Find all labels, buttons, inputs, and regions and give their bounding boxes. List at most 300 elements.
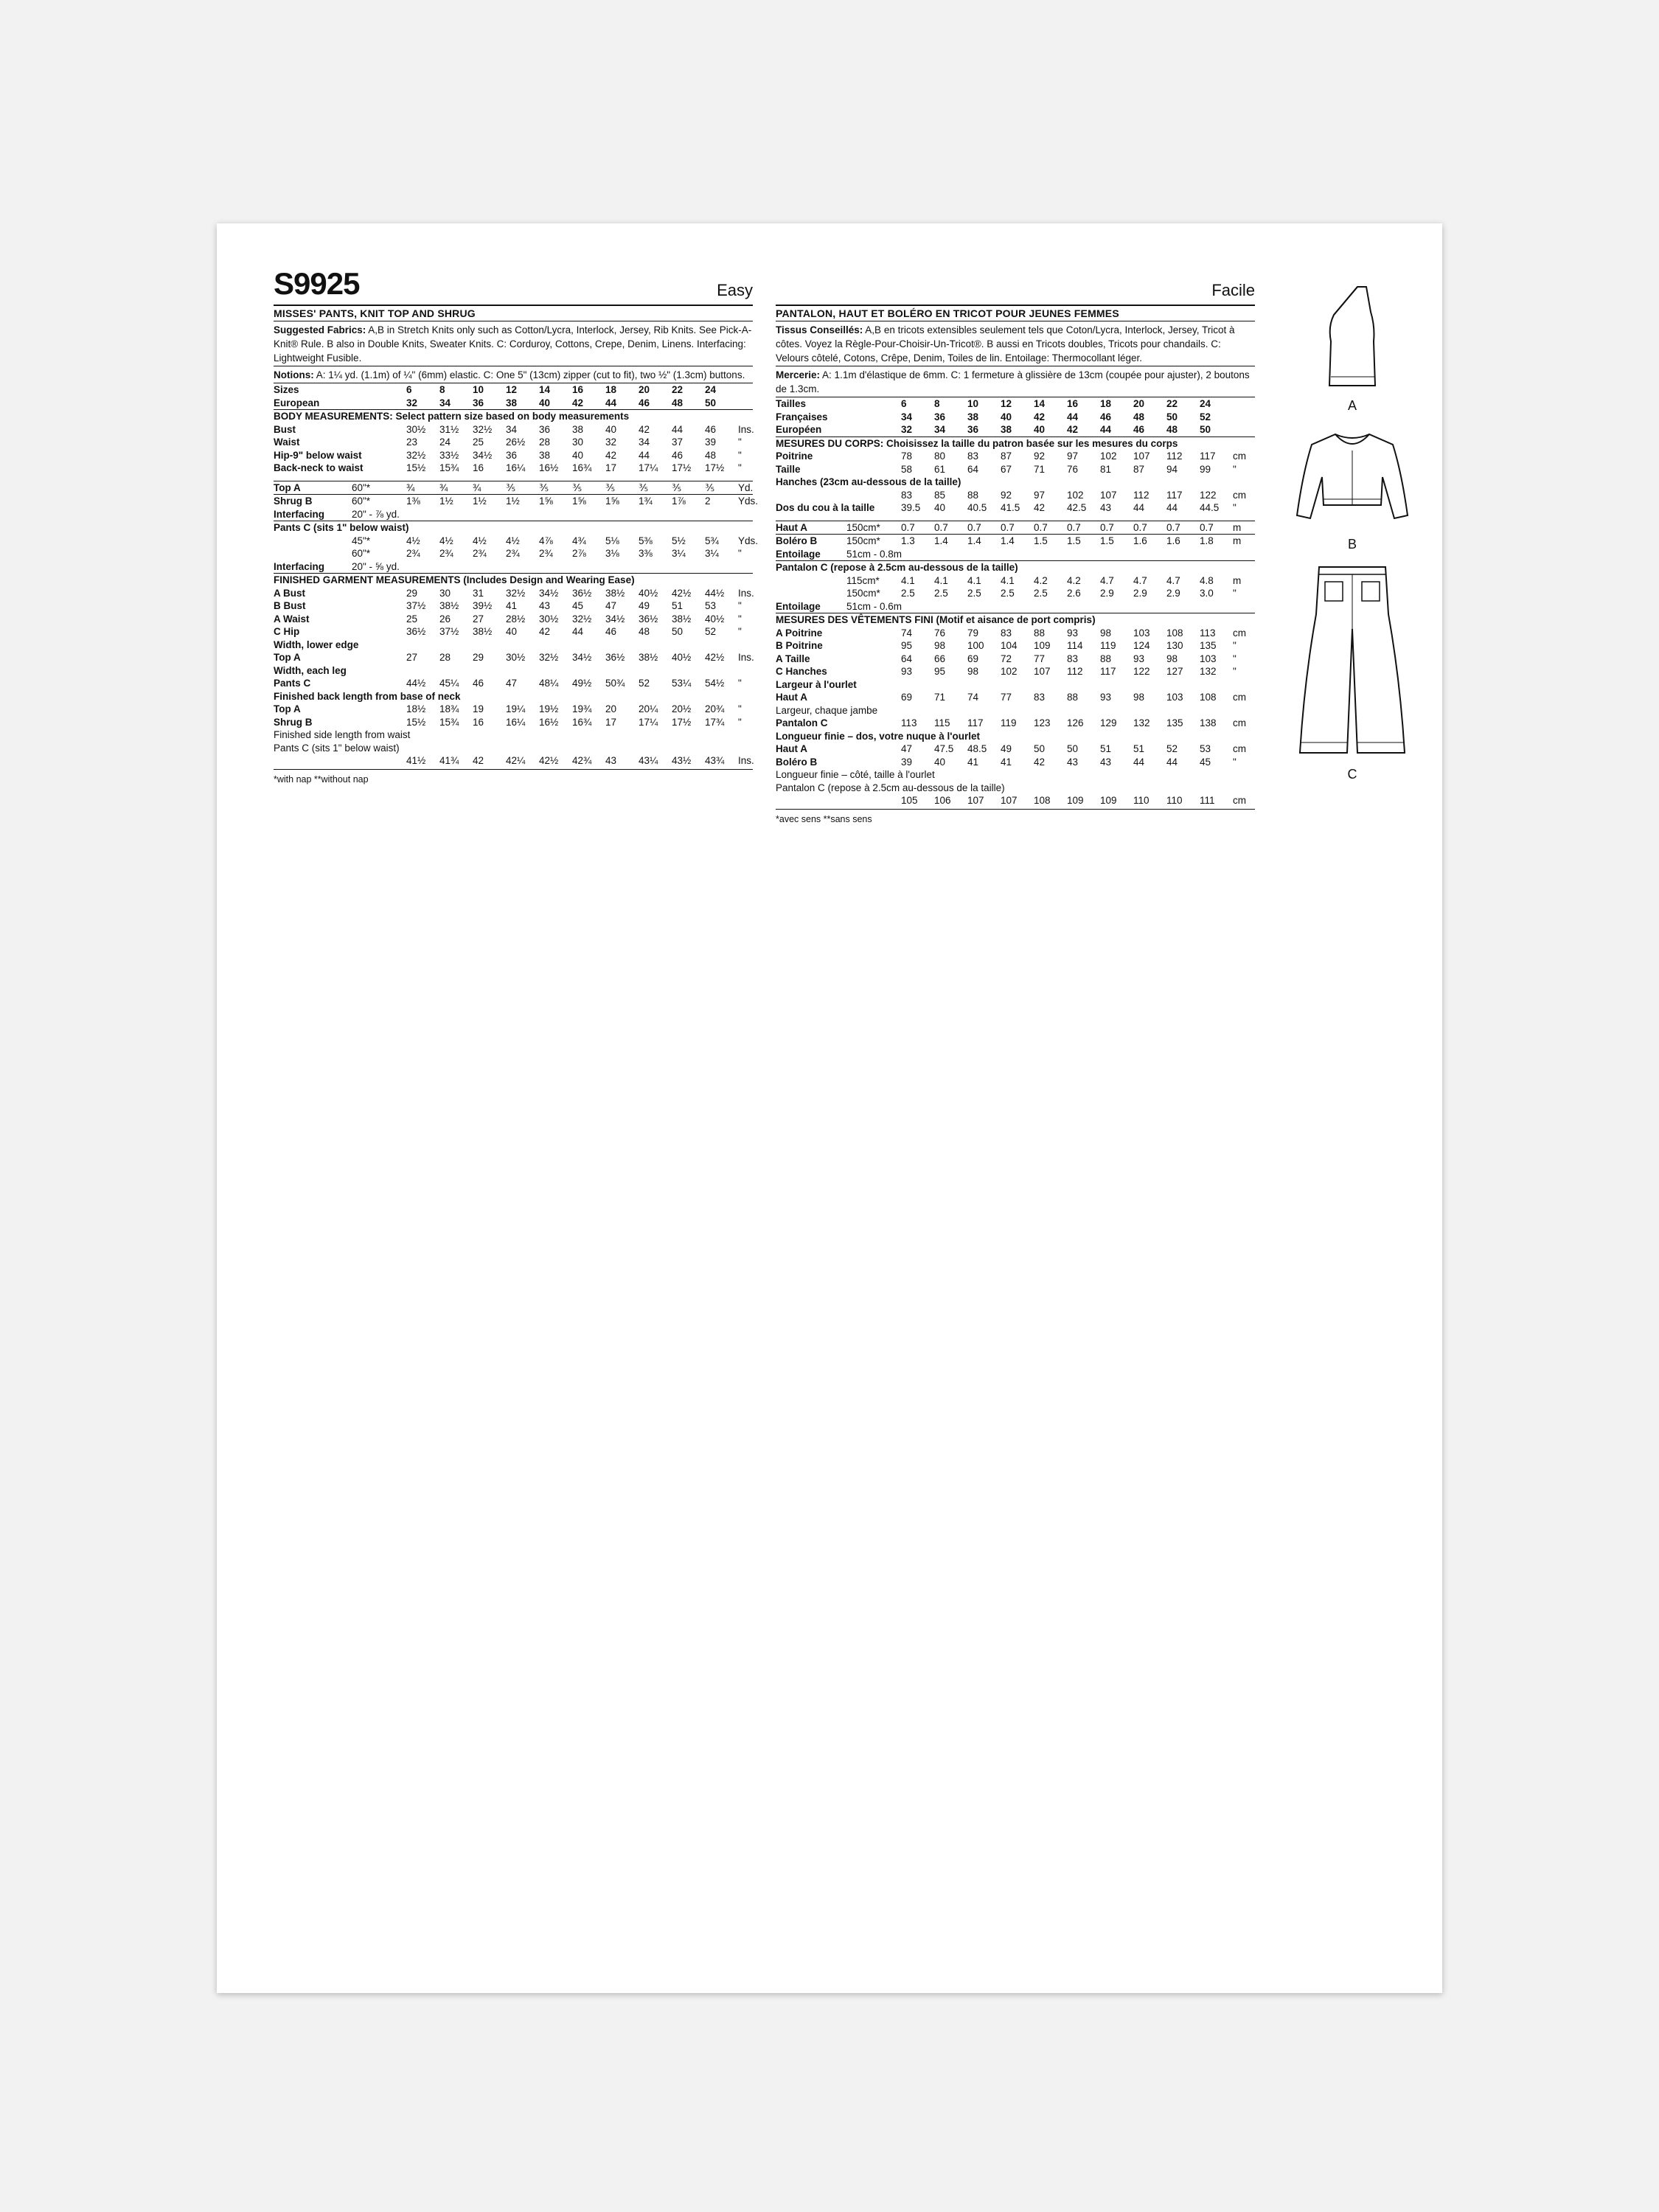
table-cell: 110 — [1133, 795, 1150, 806]
table-cell: 103 — [1166, 692, 1183, 703]
table-cell — [1233, 423, 1255, 437]
finished-measurement-subheader — [274, 728, 753, 742]
table-cell: Pantalon C (repose à 2.5cm au-dessous de la taille) — [776, 782, 1005, 793]
table-cell: 27 — [406, 652, 418, 663]
table-cell: 16½ — [539, 462, 559, 473]
finished-measurement-subheader — [776, 678, 1255, 692]
table-cell: 40 — [539, 397, 551, 408]
table-cell: 88 — [1100, 653, 1112, 664]
table-cell — [738, 383, 753, 397]
table-cell: 48 — [672, 397, 684, 408]
table-cell: 42 — [1034, 411, 1046, 422]
table-cell: Dos du cou à la taille — [776, 502, 875, 513]
finished-measurement-row — [274, 703, 753, 716]
table-cell: Shrug B — [274, 495, 352, 508]
table-cell: 124 — [1133, 640, 1150, 651]
sizes-row — [776, 411, 1255, 424]
table-cell: ⅗ — [672, 481, 705, 495]
table-cell: 46 — [705, 423, 717, 435]
table-cell: 34½ — [605, 613, 625, 625]
table-cell: 4⅞ — [539, 535, 553, 546]
table-cell: 52 — [639, 678, 650, 689]
table-cell: 115 — [934, 717, 950, 728]
table-cell: 51cm - 0.8m — [846, 548, 902, 560]
table-cell: 32½ — [539, 652, 559, 663]
figure-b-label: B — [1347, 537, 1357, 552]
table-cell: 0.7 — [934, 521, 967, 535]
pants-yardage-row — [274, 547, 753, 560]
table-cell: 43 — [539, 600, 551, 611]
table-cell: 4.1 — [967, 574, 981, 586]
table-cell: 40 — [572, 449, 584, 461]
table-cell: 93 — [1100, 692, 1112, 703]
table-cell: 107 — [1034, 666, 1051, 677]
table-cell: 74 — [901, 627, 913, 639]
table-cell: 44 — [672, 423, 684, 435]
finished-measurement-subheader — [776, 730, 1255, 743]
table-cell: 1½ — [473, 495, 506, 508]
table-cell: Width, lower edge — [274, 639, 359, 650]
table-cell: 46 — [672, 449, 684, 461]
table-cell: 16½ — [539, 716, 559, 728]
table-cell: 4½ — [473, 535, 487, 546]
table-cell: 4.2 — [1067, 574, 1081, 586]
table-cell: 119 — [1001, 717, 1017, 728]
table-cell — [738, 397, 753, 410]
table-cell: Ins. — [738, 423, 754, 435]
table-cell: 18½ — [406, 703, 426, 714]
table-cell: 122 — [1200, 489, 1217, 501]
table-cell: 135 — [1200, 640, 1217, 651]
table-cell: 17 — [605, 462, 617, 473]
table-cell: cm — [1233, 489, 1246, 501]
table-cell: 37 — [672, 437, 684, 448]
suggested-fabrics-fr — [776, 321, 1255, 366]
table-cell: 113 — [901, 717, 917, 728]
table-cell: Françaises — [776, 411, 828, 422]
table-cell: 43½ — [672, 755, 692, 766]
table-cell: Width, each leg — [274, 664, 347, 676]
table-cell: 34 — [934, 424, 946, 435]
table-cell: 44½ — [705, 587, 725, 599]
table-cell: 15½ — [406, 462, 426, 473]
table-cell: 60"* — [352, 548, 371, 559]
table-cell: 30 — [572, 437, 584, 448]
table-cell: 29 — [473, 652, 484, 663]
table-cell: 0.7 — [1100, 521, 1133, 535]
table-cell: 41 — [967, 756, 979, 768]
suggested-fabrics — [274, 321, 753, 366]
table-cell: 40 — [1001, 411, 1012, 422]
table-cell: 0.7 — [901, 521, 934, 535]
table-cell: 0.7 — [1034, 521, 1067, 535]
table-cell: 34½ — [572, 652, 592, 663]
table-cell: 32½ — [572, 613, 592, 625]
table-cell: 45¼ — [439, 678, 459, 689]
table-cell: 64 — [901, 653, 913, 664]
table-cell: 42 — [639, 423, 650, 435]
fabrics-label-fr: Tissus Conseillés: — [776, 324, 863, 335]
table-cell: 85 — [934, 489, 946, 501]
table-cell: Hip-9" below waist — [274, 449, 362, 461]
table-cell: 48 — [639, 626, 650, 637]
table-cell: 69 — [967, 653, 979, 664]
table-cell: " — [1233, 756, 1237, 768]
table-cell: 48 — [1133, 411, 1145, 422]
table-cell: 5⅛ — [605, 535, 619, 546]
table-cell: 18¾ — [439, 703, 459, 714]
table-cell: 111 — [1200, 795, 1215, 806]
table-cell: 24 — [705, 384, 717, 395]
finished-measurements-header — [776, 613, 1255, 627]
table-cell: 77 — [1001, 692, 1012, 703]
finished-measurement-subheader — [274, 664, 753, 678]
finished-measurement-row — [274, 613, 753, 626]
table-cell: 22 — [672, 384, 684, 395]
table-cell: 138 — [1200, 717, 1217, 728]
pants-yardage-row — [274, 560, 753, 574]
table-cell: 53 — [1200, 743, 1211, 754]
table-cell: 130 — [1166, 640, 1183, 651]
table-cell: 6 — [901, 398, 907, 409]
table-cell: 40 — [934, 756, 946, 768]
table-cell: 16¼ — [506, 716, 526, 728]
table-cell: ¾ — [439, 481, 473, 495]
french-size-table — [776, 397, 1255, 807]
table-cell: 42 — [1034, 756, 1046, 768]
table-cell: 12 — [506, 384, 518, 395]
table-cell: 102 — [1067, 489, 1084, 501]
finished-measurement-row — [776, 639, 1255, 653]
table-cell: 93 — [1067, 627, 1079, 639]
table-cell: 28 — [439, 652, 451, 663]
table-cell: 103 — [1133, 627, 1150, 639]
table-cell: 19¼ — [506, 703, 526, 714]
table-cell: 20 — [1133, 398, 1145, 409]
yardage-row — [274, 481, 753, 495]
table-cell: 27 — [473, 613, 484, 625]
table-cell: 126 — [1067, 717, 1084, 728]
table-cell: 76 — [1067, 463, 1079, 475]
table-cell: Haut A — [776, 521, 846, 535]
table-cell: B Poitrine — [776, 640, 823, 651]
table-cell: 44½ — [406, 678, 426, 689]
table-cell: 36½ — [406, 626, 426, 637]
table-cell: 2⅞ — [572, 548, 586, 559]
table-cell: 42 — [1034, 502, 1046, 513]
table-cell: 36½ — [572, 587, 592, 599]
table-cell: 47 — [901, 743, 913, 754]
table-cell: 41.5 — [1001, 502, 1020, 513]
table-cell: 32½ — [406, 449, 426, 461]
table-cell: 1.5 — [1100, 535, 1133, 548]
table-cell: Back-neck to waist — [274, 462, 364, 473]
table-cell: 117 — [967, 717, 984, 728]
table-cell: 8 — [934, 398, 940, 409]
table-cell: 52 — [705, 626, 717, 637]
table-cell: 4½ — [439, 535, 453, 546]
body-measurement-row — [776, 463, 1255, 476]
table-cell: Haut A — [776, 692, 807, 703]
table-cell: 87 — [1001, 451, 1012, 462]
table-cell: 0.7 — [1001, 521, 1034, 535]
table-cell: " — [738, 437, 742, 448]
body-measurement-row — [274, 436, 753, 449]
table-cell: Haut A — [776, 743, 807, 754]
table-cell: " — [738, 716, 742, 728]
table-cell: ⅗ — [506, 481, 539, 495]
table-cell: 108 — [1200, 692, 1217, 703]
table-cell: 33½ — [439, 449, 459, 461]
sizes-row — [274, 383, 753, 397]
table-cell: 77 — [1034, 653, 1046, 664]
table-cell: 2¾ — [439, 548, 453, 559]
table-cell: 102 — [1100, 451, 1117, 462]
yardage-row — [776, 521, 1255, 535]
table-cell: 38½ — [672, 613, 692, 625]
table-cell: 40 — [934, 502, 946, 513]
table-cell: " — [1233, 463, 1237, 475]
table-cell: Européen — [776, 424, 822, 435]
table-cell: 8 — [439, 384, 445, 395]
table-cell: 98 — [934, 640, 946, 651]
table-cell: Pants C (sits 1" below waist) — [274, 521, 753, 535]
table-cell: 4.2 — [1034, 574, 1048, 586]
table-cell: 3¼ — [705, 548, 719, 559]
table-cell: 2.5 — [934, 588, 948, 599]
table-cell: 18 — [605, 384, 617, 395]
table-cell: 16 — [473, 462, 484, 473]
body-measurement-subheader — [776, 476, 1255, 489]
body-measurement-row — [776, 501, 1255, 515]
table-cell: 66 — [934, 653, 946, 664]
table-cell: 104 — [1001, 640, 1018, 651]
finished-measurement-row — [274, 716, 753, 729]
table-cell: 32 — [406, 397, 418, 408]
notions — [274, 366, 753, 383]
table-cell: 36½ — [639, 613, 658, 625]
table-cell: 14 — [1034, 398, 1046, 409]
table-cell: 45 — [1200, 756, 1211, 768]
table-cell: 4.7 — [1100, 574, 1114, 586]
figure-pants-c — [1279, 563, 1426, 782]
table-cell: Longueur finie – dos, votre nuque à l'ourlet — [776, 730, 980, 742]
table-cell: 46 — [639, 397, 650, 408]
table-cell: 44.5 — [1200, 502, 1220, 513]
table-cell: 44 — [639, 449, 650, 461]
finished-measurement-row — [776, 794, 1255, 807]
table-cell: 50 — [705, 397, 717, 408]
table-cell: 16 — [473, 716, 484, 728]
table-cell: European — [274, 397, 320, 408]
table-cell: " — [738, 600, 742, 611]
table-cell: 42 — [605, 449, 617, 461]
figure-a-label: A — [1347, 398, 1357, 413]
table-cell: Boléro B — [776, 535, 846, 548]
table-cell: 45 — [572, 600, 584, 611]
table-cell: 107 — [967, 795, 984, 806]
table-cell: 1.4 — [967, 535, 1001, 548]
table-cell: 32½ — [506, 587, 526, 599]
finished-measurement-row — [274, 677, 753, 690]
table-cell: cm — [1233, 795, 1246, 806]
english-column — [274, 266, 759, 785]
table-cell: Top A — [274, 481, 352, 495]
difficulty-level: Easy — [717, 281, 753, 299]
pants-yardage-row — [776, 600, 1255, 613]
pants-yardage-row — [776, 574, 1255, 588]
table-cell — [1233, 411, 1255, 424]
table-cell: 2¾ — [473, 548, 487, 559]
table-cell: 83 — [1067, 653, 1079, 664]
table-cell: 2.9 — [1166, 588, 1180, 599]
table-cell: 4.7 — [1133, 574, 1147, 586]
finished-measurements-header — [274, 574, 753, 587]
table-cell: 16 — [1067, 398, 1079, 409]
table-cell: " — [738, 626, 742, 637]
table-cell: 40½ — [639, 587, 658, 599]
table-cell: 100 — [967, 640, 984, 651]
notions-fr — [776, 366, 1255, 397]
table-cell: Waist — [274, 437, 300, 448]
table-cell: 102 — [1001, 666, 1018, 677]
table-cell: 150cm* — [846, 521, 901, 535]
table-cell: 46 — [1133, 424, 1145, 435]
table-cell: 20¾ — [705, 703, 725, 714]
table-cell: 5¾ — [705, 535, 719, 546]
table-cell: 29 — [406, 587, 418, 599]
table-cell: 34 — [639, 437, 650, 448]
table-cell: 0.7 — [1133, 521, 1166, 535]
fabrics-label: Suggested Fabrics: — [274, 324, 366, 335]
table-cell: ⅗ — [705, 481, 738, 495]
figure-shrug-b — [1279, 428, 1426, 552]
table-cell: 17 — [605, 716, 617, 728]
table-cell: 46 — [473, 678, 484, 689]
sizes-row — [776, 397, 1255, 411]
table-cell: 17¼ — [639, 716, 658, 728]
table-cell — [274, 547, 352, 560]
table-cell: 38 — [506, 397, 518, 408]
table-cell: 98 — [1166, 653, 1178, 664]
table-cell: 50 — [1166, 411, 1178, 422]
table-cell: 95 — [934, 666, 946, 677]
table-cell: cm — [1233, 692, 1246, 703]
table-cell: Finished back length from base of neck — [274, 690, 461, 702]
table-cell: 47 — [605, 600, 617, 611]
table-cell: Interfacing — [274, 560, 325, 572]
table-cell: 30½ — [506, 652, 526, 663]
footnote: *with nap **without nap — [274, 769, 753, 785]
table-cell: 28 — [539, 437, 551, 448]
figure-top-a — [1279, 282, 1426, 414]
table-cell: 48 — [1166, 424, 1178, 435]
table-cell: ¾ — [473, 481, 506, 495]
table-cell: MESURES DU CORPS: Choisissez la taille du patron basée sur les mesures du corps — [776, 437, 1255, 450]
table-cell: 34 — [506, 423, 518, 435]
table-cell: 41 — [1001, 756, 1012, 768]
table-cell: 0.7 — [1200, 521, 1233, 535]
table-cell: 15¾ — [439, 716, 459, 728]
table-cell: 94 — [1166, 463, 1178, 475]
table-cell: 47.5 — [934, 743, 954, 754]
body-measurements-header — [274, 410, 753, 423]
table-cell: 22 — [1166, 398, 1178, 409]
table-cell: 1⅝ — [572, 495, 605, 508]
spacer-row — [776, 515, 1255, 521]
table-cell: 19¾ — [572, 703, 592, 714]
table-cell: 26 — [439, 613, 451, 625]
table-cell: 4.1 — [934, 574, 948, 586]
table-cell: " — [738, 678, 742, 689]
table-cell: 17½ — [672, 716, 692, 728]
table-cell: 49½ — [572, 678, 592, 689]
finished-measurement-row — [776, 756, 1255, 769]
table-cell: cm — [1233, 451, 1246, 462]
finished-measurement-subheader — [274, 742, 753, 755]
table-cell: 48 — [705, 449, 717, 461]
table-cell: 129 — [1100, 717, 1117, 728]
pants-yardage-row — [776, 587, 1255, 600]
body-measurements-header — [776, 437, 1255, 450]
table-cell: 16¾ — [572, 462, 592, 473]
finished-measurement-row — [776, 653, 1255, 666]
finished-measurement-row — [274, 651, 753, 664]
table-cell: 107 — [1100, 489, 1117, 501]
finished-measurement-subheader — [776, 704, 1255, 717]
table-cell: 1½ — [506, 495, 539, 508]
table-cell: ⅗ — [605, 481, 639, 495]
finished-measurement-subheader — [776, 782, 1255, 795]
table-cell: 1¾ — [639, 495, 672, 508]
table-cell: 50 — [1067, 743, 1079, 754]
table-cell: Largeur à l'ourlet — [776, 678, 857, 690]
table-cell: 54½ — [705, 678, 725, 689]
table-cell: 72 — [1001, 653, 1012, 664]
table-cell: 32 — [901, 424, 913, 435]
table-cell: 117 — [1166, 489, 1183, 501]
table-cell: 20½ — [672, 703, 692, 714]
table-cell: " — [738, 449, 742, 461]
table-cell: 88 — [1034, 627, 1046, 639]
table-cell: 28½ — [506, 613, 526, 625]
table-cell: 1⅝ — [605, 495, 639, 508]
table-cell: 71 — [1034, 463, 1046, 475]
sizes-row — [776, 423, 1255, 437]
table-cell: Ins. — [738, 652, 754, 663]
table-cell: 31 — [473, 587, 484, 599]
table-cell: 1.8 — [1200, 535, 1233, 548]
table-cell: 2¾ — [539, 548, 553, 559]
pattern-code: S9925 — [274, 266, 360, 301]
table-cell: 41 — [506, 600, 518, 611]
table-cell: 36 — [934, 411, 946, 422]
spacer-cell — [776, 515, 1255, 521]
table-cell: Bust — [274, 423, 296, 435]
table-cell: 109 — [1067, 795, 1084, 806]
table-cell: 50¾ — [605, 678, 625, 689]
table-cell: 2 — [705, 495, 738, 508]
table-cell: 46 — [1100, 411, 1112, 422]
table-cell: 135 — [1166, 717, 1183, 728]
table-cell: 88 — [1067, 692, 1079, 703]
finished-measurement-row — [274, 754, 753, 768]
pants-yardage-header — [776, 561, 1255, 574]
table-cell: 34½ — [539, 587, 559, 599]
table-cell: 5⅜ — [639, 535, 653, 546]
table-cell: 40 — [506, 626, 518, 637]
garment-illustrations — [1279, 282, 1426, 782]
